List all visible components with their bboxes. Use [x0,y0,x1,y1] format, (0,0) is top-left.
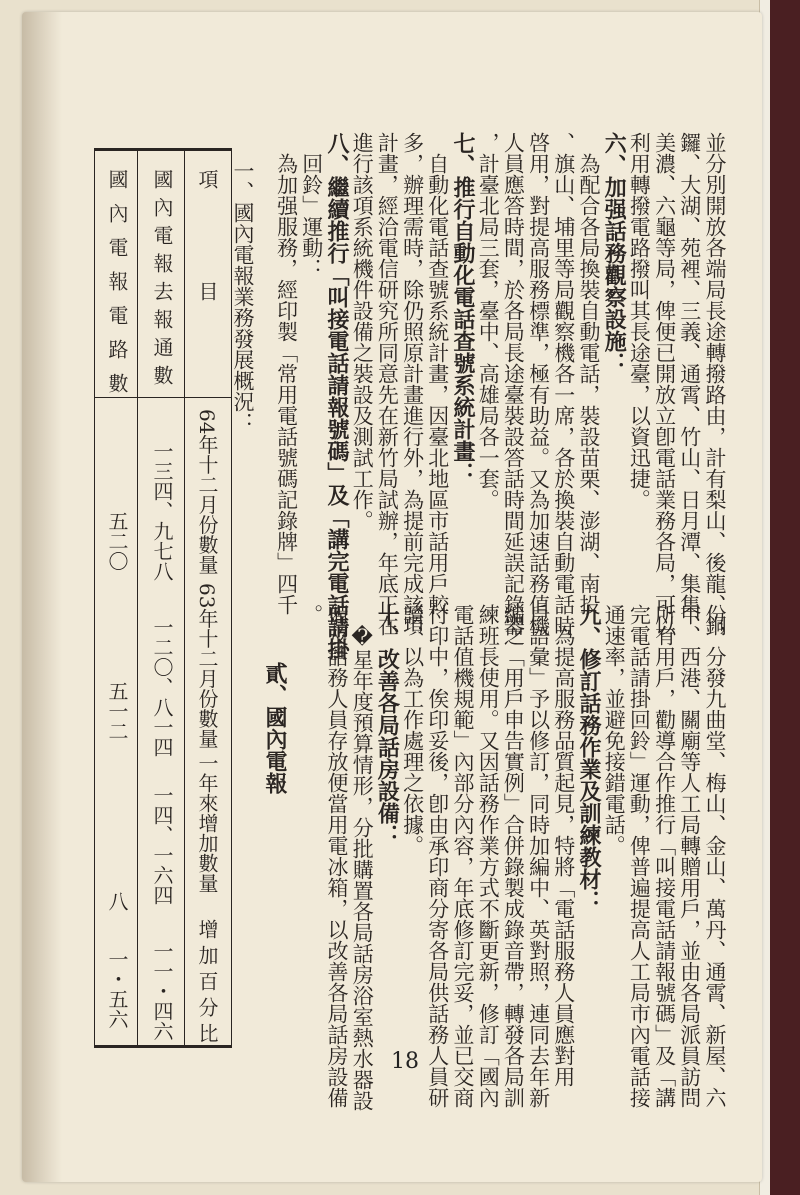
text-line: 、旗山、埔里等局觀察機各一席，各於換裝自動電話時 [551,132,576,636]
row-value: 一一・四六 [150,941,174,1041]
page-number: 18 [391,1049,419,1074]
row-value: 五一二 [105,681,129,741]
row-label: 國內電報去報通數 [150,169,174,393]
text-line: 備及話務人員存放便當用電冰箱，以改善各局話房設備 [325,604,349,1108]
subsection-heading: 一、國內電報業務發展概況： [231,160,255,433]
section-heading: 貳、國內電報 [262,662,288,794]
row-value: 一三四、九七八 [150,441,174,581]
text-line: 啓用，對提高服務標準，極有助益。又為加速話務值機 [526,132,551,636]
row-value: 一四、一六四 [150,785,174,905]
table-header-column [185,151,231,1049]
header-percent: 增加百分比 [195,919,219,1049]
text-line: 戶語彙」予以修訂，同時加編中、英對照，連同去年新 [526,604,551,1108]
heading-line: 八、繼續推行「叫接電話請報號碼」及「講完電話請掛 [324,132,350,660]
text-line: 完電話請掛回鈴」運動，俾普遍提高人工局市內電話接 [627,604,652,1108]
text-line: 電話值機規範」內部分內容，年底修訂完妥，並已交商 [451,604,475,1108]
text-line: 人員應答時間，於各局長途臺裝設答話時間延誤記錄器 [501,132,526,636]
text-line: 利用轉撥電路撥叫其長途臺，以資迅捷。 [627,132,652,510]
text-line: 自動化電話查號系統計畫，因臺北地區市話用戶較 [425,132,450,615]
text-line: 所有用戶，勸導合作推行「叫接電話請報號碼」及「講 [652,604,677,1108]
text-line: 編之「用戶申告實例」合併錄製成錄音帶，轉發各局訓 [501,604,526,1108]
header-64: 64年十二月份數量 [195,409,219,575]
row-value: 八 [105,891,129,911]
text-line: �星年度預算情形，分批購置各局話房浴室熱水器設 [350,604,375,1111]
row-label: 國內電報電路數 [105,169,129,407]
statistics-table [94,148,232,1048]
table-row [137,151,185,1045]
heading-line: 七、推行自動化電話查號系統計畫： [450,132,476,484]
heading-line: 十、改善各局話房設備： [374,604,401,846]
text-line: 為提高服務品質起見，特將「電話服務人員應對用 [551,604,576,1087]
book-page [22,12,762,1182]
text-line: 甲、西港、關廟等人工局轉贈用戶，並由各局派員訪問 [677,604,702,1108]
text-line: 進行該項系統機件設備之裝設及測試工作。 [350,132,375,531]
text-line: 。 [299,604,324,625]
text-line: 鑼、大湖、苑裡、三義、通霄、竹山、日月潭、集集、 [677,132,702,636]
text-line: 多，辦理需時，除仍照原計畫進行外，為提前完成該項 [400,132,425,636]
text-line: 回鈴」運動： [299,132,324,279]
text-line: 通速率，並避免接錯電話。 [602,604,627,856]
heading-line: 六、加强話務觀察設施： [601,132,628,374]
text-line: 付印中，俟印妥後，卽由承印商分寄各局供話務人員研 [425,604,450,1108]
text-line: 為配合各局換裝自動電話，裝設苗栗、澎湖、南投 [577,132,601,615]
row-value: 一二〇、八一四 [150,617,174,757]
text-line: 讀，以為工作處理之依據。 [400,604,425,856]
gutter-shadow [22,12,62,1182]
text-line: 計畫，經洽電信研究所同意先在新竹局試辦，年底正在 [375,132,400,636]
text-line: 為加强服務，經印製「常用電話號碼記錄牌」四千 [274,132,299,615]
row-value: 五二〇 [105,511,129,571]
text-line: 並分別開放各端局長途轉撥路由，計有梨山、後龍、銅 [703,132,727,636]
heading-line: 九、修訂話務作業及訓練教材： [576,604,602,912]
header-63: 63年十二月份數量 [195,583,219,749]
header-item: 項 目 [195,169,219,309]
text-line: ，計臺北局三套，臺中、高雄局各一套。 [476,132,501,510]
row-value: 一・五六 [105,949,129,1029]
text-line: 美濃、六龜等局，俾便已開放立卽電話業務各局，可以 [652,132,677,636]
table-row [95,151,139,1045]
text-line: 份，分發九曲堂、梅山、金山、萬丹、通霄、新屋、六 [703,604,727,1108]
text-line: 練班長使用。又因話務作業方式不斷更新，修訂「國內 [476,604,501,1108]
header-increase: 一年來增加數量 [195,753,219,893]
